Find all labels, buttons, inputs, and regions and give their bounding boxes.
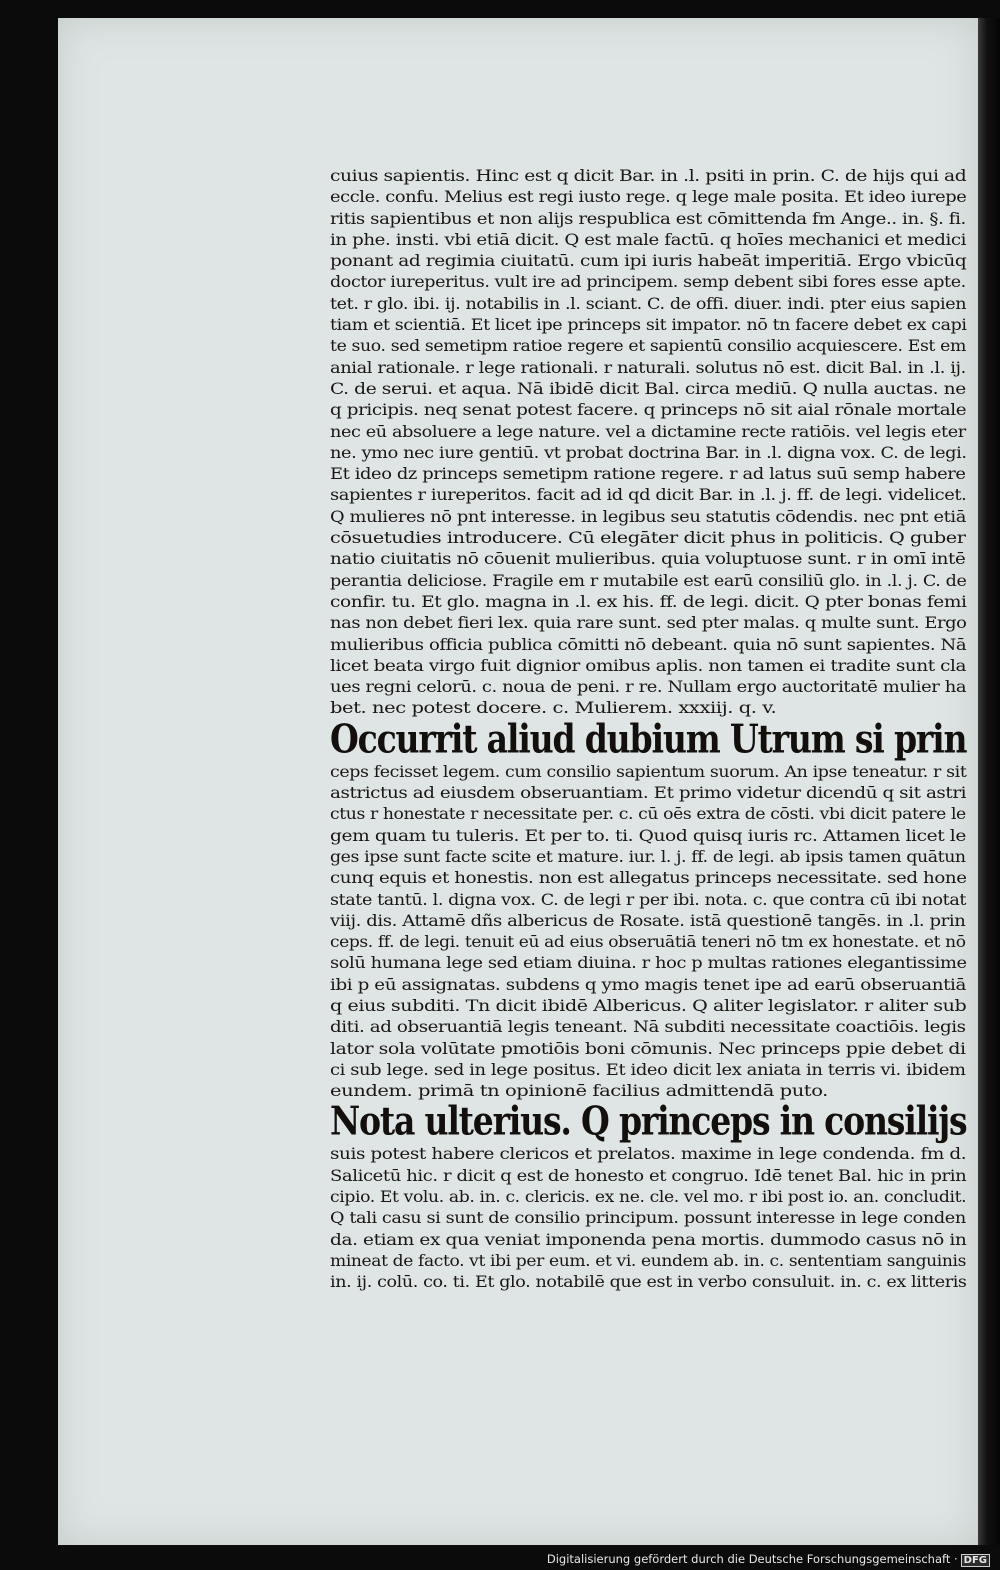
text-line: doctor iureperitus. vult ire ad principem. semp debent sibi fores esse apte. bbox=[330, 273, 966, 292]
text-line: Et ideo dz princeps semetipm ratione regere. r ad latus suū semp habere bbox=[330, 465, 966, 484]
text-line: anial rationale. r lege rationali. r naturali. solutus nō est. dicit Bal. in .l. ij. bbox=[330, 358, 966, 377]
text-line: ceps. ff. de legi. tenuit eū ad eius obseruātiā teneri nō tm ex honestate. et nō bbox=[330, 933, 966, 952]
paragraph-princeps-legem bbox=[330, 762, 966, 1103]
text-column bbox=[330, 166, 966, 1294]
text-line: Q tali casu si sunt de consilio principum. possunt interesse in lege conden bbox=[330, 1209, 966, 1228]
text-line: ges ipse sunt facte scite et mature. iur. l. j. ff. de legi. ab ipsis tamen quātun bbox=[330, 847, 966, 866]
text-line: ceps fecisset legem. cum consilio sapientum suorum. An ipse teneatur. r sit bbox=[330, 762, 967, 781]
text-line: gem quam tu tuleris. Et per to. ti. Quod quisq iuris rc. Attamen licet le bbox=[330, 826, 966, 845]
text-line: solū humana lege sed etiam diuina. r hoc p multas rationes elegantissime bbox=[330, 954, 967, 973]
text-line: eundem. primā tn opinionē facilius admittendā puto. bbox=[330, 1082, 828, 1101]
paragraph-sapientes bbox=[330, 166, 966, 720]
text-line: confir. tu. Et glo. magna in .l. ex his. ff. de legi. dicit. Q pter bonas femi bbox=[330, 592, 967, 611]
text-line: in. ij. colū. co. ti. Et glo. notabilē que est in verbo consuluit. in. c. ex litteris bbox=[330, 1273, 967, 1292]
footer-text: Digitalisierung gefördert durch die Deutsche Forschungsgemeinschaft · bbox=[546, 1552, 958, 1566]
text-line: ci sub lege. sed in lege positus. Et ideo dicit lex aniata in terris vi. ibidem bbox=[330, 1060, 966, 1079]
text-line: q pricipis. neq senat potest facere. q princeps nō sit aial rōnale mortale bbox=[330, 401, 967, 420]
text-line: viij. dis. Attamē dñs albericus de Rosate. istā questionē tangēs. in .l. prin bbox=[330, 911, 966, 930]
text-line: ues regni celorū. c. noua de peni. r re. Nullam ergo auctoritatē mulier ha bbox=[330, 678, 967, 697]
text-line: licet beata virgo fuit dignior omibus aplis. non tamen ei tradite sunt cla bbox=[330, 656, 967, 675]
text-line: astrictus ad eiusdem obseruantiam. Et primo videtur dicendū q sit astri bbox=[330, 784, 967, 803]
text-line: Q mulieres nō pnt interesse. in legibus seu statutis cōdendis. nec pnt etiā bbox=[330, 507, 966, 526]
text-line: ne. ymo nec iure gentiū. vt probat doctrina Bar. in .l. digna vox. C. de legi. bbox=[330, 443, 967, 462]
text-line: in phe. insti. vbi etiā dicit. Q est male factū. q hoīes mechanici et medici bbox=[330, 230, 967, 249]
text-line: state tantū. l. digna vox. C. de legi r per ibi. nota. c. que contra cū ibi notat bbox=[330, 890, 967, 909]
dfg-logo: DFG bbox=[961, 1554, 990, 1567]
text-line: tiam et scientiā. Et licet ipe princeps sit impator. nō tn facere debet ex capi bbox=[330, 316, 967, 335]
text-line: natio ciuitatis nō cōuenit mulieribus. quia voluptuose sunt. r in omī intē bbox=[330, 550, 966, 569]
text-line: ritis sapientibus et non alijs respublica est cōmittenda fm Ange.. in. §. fi. bbox=[330, 209, 966, 228]
text-line: C. de serui. et aqua. Nā ibidē dicit Bal. circa mediū. Q nulla auctas. ne bbox=[330, 379, 966, 398]
text-line: da. etiam ex qua veniat imponenda pena mortis. dummodo casus nō in bbox=[330, 1230, 967, 1249]
paragraph-consilijs bbox=[330, 1144, 966, 1293]
text-line: ponant ad regimia ciuitatū. cum ipi iuris habeāt imperitiā. Ergo vbicūq bbox=[330, 252, 967, 271]
text-line: suis potest habere clericos et prelatos. maxime in lege condenda. fm d. bbox=[330, 1145, 967, 1164]
text-line: nec eū absoluere a lege nature. vel a dictamine recte ratiōis. vel legis eter bbox=[330, 422, 966, 441]
text-line: mulieribus officia publica cōmitti nō debeant. quia nō sunt sapientes. Nā bbox=[330, 635, 967, 654]
text-line: q eius subditi. Tn dicit ibidē Albericus. Q aliter legislator. r aliter sub bbox=[330, 996, 967, 1015]
text-line: lator sola volūtate pmotiōis boni cōmunis. Nec princeps ppie debet di bbox=[330, 1039, 966, 1058]
text-line: diti. ad obseruantiā legis teneant. Nā subditi necessitate coactiōis. legis bbox=[330, 1018, 966, 1037]
text-line: cōsuetudies introducere. Cū elegāter dicit phus in politicis. Q guber bbox=[330, 529, 966, 548]
text-line: cuius sapientis. Hinc est q dicit Bar. in .l. psiti in prin. C. de hijs qui ad bbox=[330, 167, 967, 185]
text-line: sapientes r iureperitos. facit ad id qd dicit Bar. in .l. j. ff. de legi. videlicet. bbox=[330, 486, 967, 505]
heading-nota-ulterius: Nota ulterius. Q princeps in consilijs bbox=[330, 1099, 967, 1145]
text-line: ibi p eū assignatas. subdens q ymo magis tenet ipe ad earū obseruantiā bbox=[330, 975, 966, 994]
heading-occurrit: Occurrit aliud dubium Utrum si prin bbox=[330, 716, 967, 762]
footer-credit bbox=[547, 1552, 990, 1567]
text-line: ctus r honestate r necessitate per. c. cū oēs extra de cōsti. vbi dicit patere le bbox=[330, 805, 966, 824]
text-line: perantia deliciose. Fragile em r mutabile est earū consiliū glo. in .l. j. C. de bbox=[330, 571, 967, 590]
text-line: tet. r glo. ibi. ij. notabilis in .l. sciant. C. de offi. diuer. indi. pter eius sapien bbox=[330, 294, 967, 313]
text-line: eccle. confu. Melius est regi iusto rege. q lege male posita. Et ideo iurepe bbox=[330, 188, 967, 207]
text-line: te suo. sed semetipm ratioe regere et sapientū consilio acquiescere. Est em bbox=[330, 337, 966, 356]
text-line: Salicetū hic. r dicit q est de honesto et congruo. Idē tenet Bal. hic in prin bbox=[330, 1166, 967, 1185]
text-line: cipio. Et volu. ab. in. c. clericis. ex ne. cle. vel mo. r ibi post io. an. concludit. bbox=[330, 1188, 967, 1207]
text-line: cunq equis et honestis. non est allegatus princeps necessitate. sed hone bbox=[330, 869, 967, 888]
text-line: mineat de facto. vt ibi per eum. et vi. eundem ab. in. c. sententiam sanguinis bbox=[330, 1251, 967, 1270]
text-line: nas non debet fieri lex. quia rare sunt. sed pter malas. q multe sunt. Ergo bbox=[330, 614, 967, 633]
text-line: bet. nec potest docere. c. Mulierem. xxxiij. q. v. bbox=[330, 699, 777, 718]
